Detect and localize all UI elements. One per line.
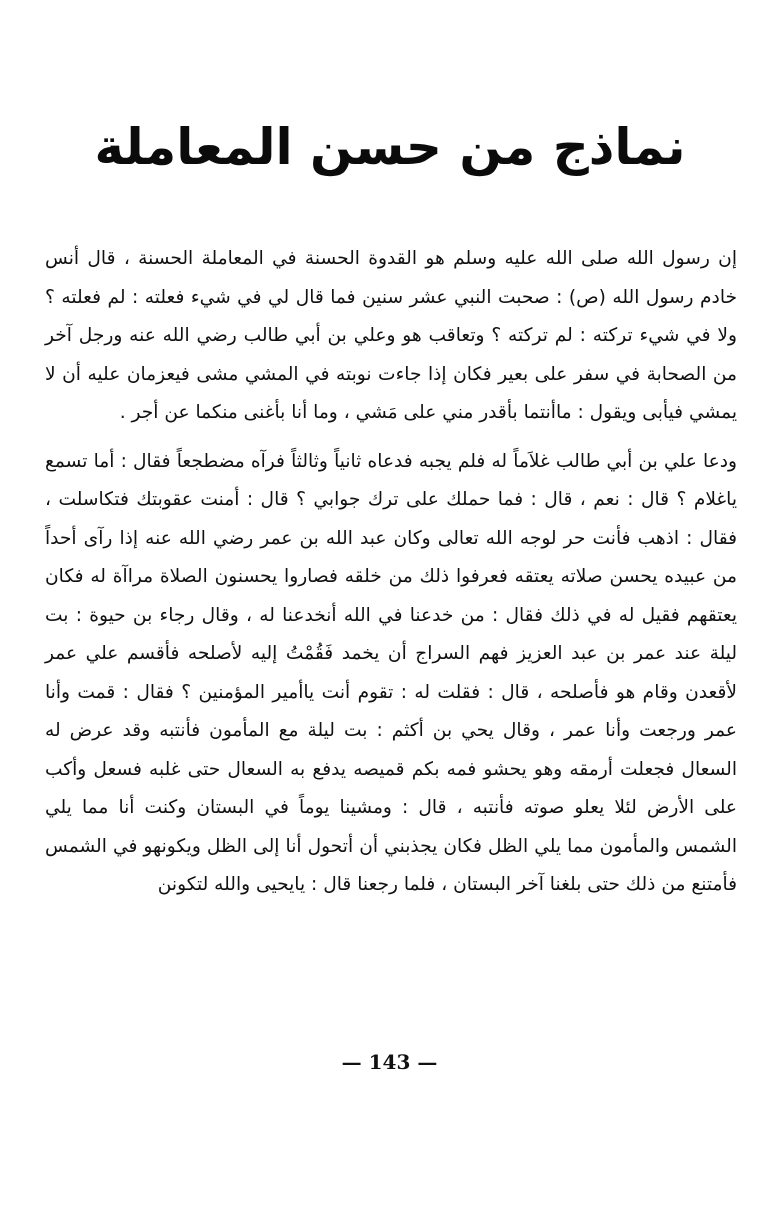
paragraph: ودعا علي بن أبي طالب غلاَماً له فلم يجبه فدعاه ثانياً وثالثاً فرآه مضطجعاً فقال : أما تسمع ياغلام ؟ قال : نعم ، قال : فما حملك على ترك جوابي ؟ قال : أمنت عقوبتك فتكاسلت ، فقال : اذهب فأنت حر لوجه الله تعالى وكان عبد الله بن عمر رضي الله عنه إذا رآى أحداً من عبيده يحسن صلاته يعتقه فعرفوا ذلك من خلقه فصاروا يحسنون الصلاة مراآة له فكان يعتقهم فقيل له في ذلك فقال : من خدعنا في الله أنخدعنا له ، وقال رجاء بن حيوة : بت ليلة عند عمر بن عبد العزيز فهم السراج أن يخمد فَقُمْتُ إليه لأصلحه فأقسم علي عمر لأقعدن وقام هو فأصلحه ، قال : فقلت له : تقوم أنت ياأمير المؤمنين ؟ فقال : قمت وأنا عمر ورجعت وأنا عمر ، وقال يحي بن أكثم : بت ليلة مع المأمون فأنتبه وقد عرض له السعال فجعلت أرمقه وهو يحشو فمه بكم قميصه يدفع به السعال حتى غلبه فسعل وأكب على الأرض لئلا يعلو صوته فأنتبه ، قال : ومشينا يوماً في البستان وكنت أنا مما يلي الشمس والمأمون مما يلي الظل فكان يجذبني أن أتحول أنا إلى الظل ويكونهو في الشمس فأمتنع من ذلك حتى بلغنا آخر البستان ، فلما رجعنا قال : يايحيى والله لتكونن	[45, 450, 737, 895]
chapter-title: نماذج من حسن المعاملة	[94, 118, 686, 176]
paragraph: إن رسول الله صلى الله عليه وسلم هو القدوة الحسنة في المعاملة الحسنة ، قال أنس خادم رسول الله (ص) : صحبت النبي عشر سنين فما قال لي في شيء فعلته : لم فعلته ؟ ولا في شيء تركته : لم تركته ؟ وتعاقب هو وعلي بن أبي طالب رضي الله عنه ورجل آخر من الصحابة في سفر على بعير فكان إذا جاءت نوبته في المشي مشى فيعزمان عليه أن لا يمشي فيأبى ويقول : ماأنتما بأقدر مني على مَشي ، وما أنا بأغنى منكما عن أجر .	[45, 248, 737, 423]
page-number: — 143 —	[341, 1050, 438, 1074]
body-text	[45, 240, 737, 905]
